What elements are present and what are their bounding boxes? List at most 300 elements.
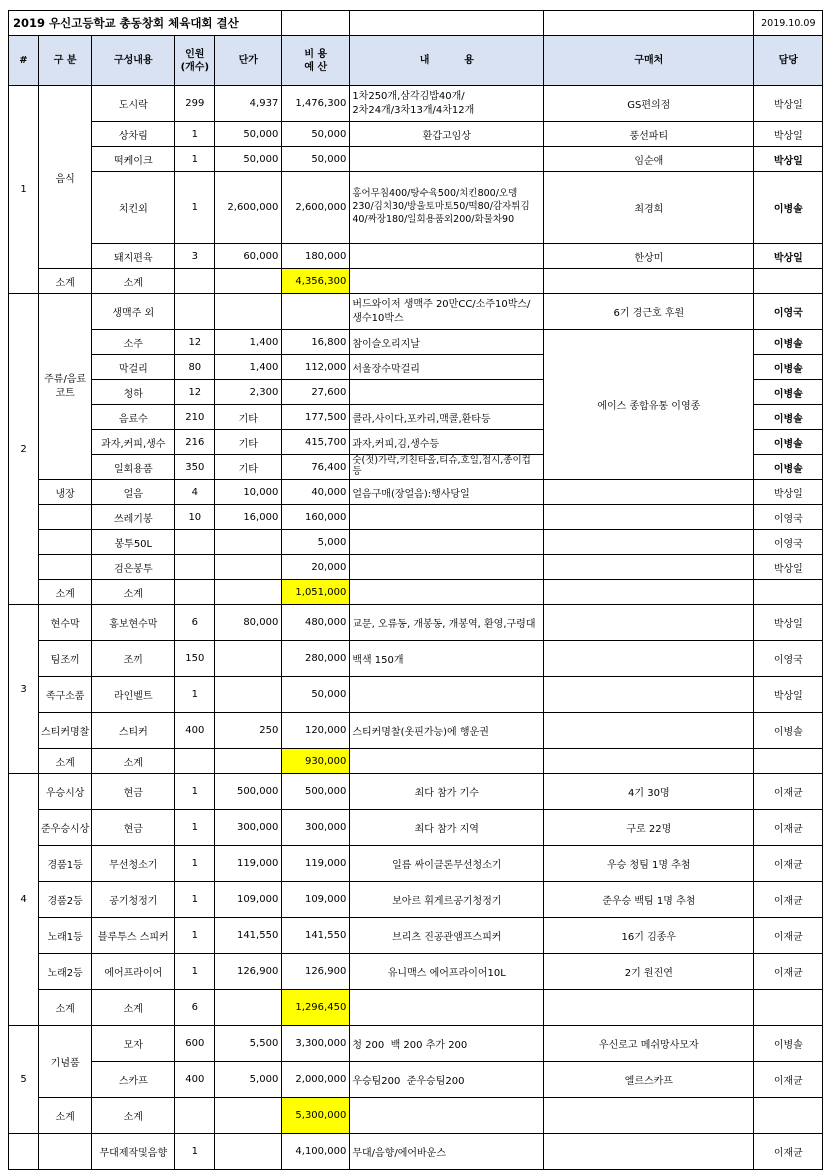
qty-cell: 150 <box>175 641 215 677</box>
owner-cell <box>754 749 823 774</box>
item-cell: 블루투스 스피커 <box>92 918 175 954</box>
price-cell: 기타 <box>215 430 282 455</box>
cost-cell: 109,000 <box>282 882 350 918</box>
description-cell <box>350 1098 544 1134</box>
item-cell: 무대제작및음향 <box>92 1134 175 1170</box>
section-number: 4 <box>9 774 39 1026</box>
price-cell: 80,000 <box>215 605 282 641</box>
category-cell: 노래1등 <box>39 918 92 954</box>
cost-cell: 50,000 <box>282 147 350 172</box>
item-cell: 생맥주 외 <box>92 294 175 330</box>
description-cell: 과자,커피,김,생수등 <box>350 430 544 455</box>
qty-cell: 10 <box>175 505 215 530</box>
subtotal-cost: 4,356,300 <box>282 269 350 294</box>
price-cell <box>215 555 282 580</box>
table-row <box>9 774 823 810</box>
category-cell <box>39 1134 92 1170</box>
subtotal-qty: 6 <box>175 990 215 1026</box>
price-cell: 2,600,000 <box>215 172 282 244</box>
description-cell: 환갑고임상 <box>350 122 544 147</box>
price-cell: 2,300 <box>215 380 282 405</box>
cost-cell: 415,700 <box>282 430 350 455</box>
description-cell: 보아르 휘게르공기청정기 <box>350 882 544 918</box>
cost-cell: 500,000 <box>282 774 350 810</box>
item-cell: 돼지편육 <box>92 244 175 269</box>
description-cell: 최다 참가 기수 <box>350 774 544 810</box>
category-cell: 음식 <box>39 86 92 269</box>
subtotal-label: 소계 <box>92 749 175 774</box>
vendor-cell <box>544 505 754 530</box>
price-cell <box>215 294 282 330</box>
owner-cell <box>754 269 823 294</box>
item-cell: 조끼 <box>92 641 175 677</box>
owner-cell <box>754 1098 823 1134</box>
qty-cell: 1 <box>175 677 215 713</box>
description-cell: 참이슬오리지날 <box>350 330 544 355</box>
category-cell: 우승시상 <box>39 774 92 810</box>
vendor-cell <box>544 641 754 677</box>
subtotal-label: 소계 <box>92 269 175 294</box>
cost-cell: 50,000 <box>282 677 350 713</box>
header-description: 내 용 <box>350 36 544 86</box>
table-row <box>9 1062 823 1098</box>
vendor-cell <box>544 480 754 505</box>
item-cell: 모자 <box>92 1026 175 1062</box>
qty-cell: 1 <box>175 846 215 882</box>
subtotal-cost: 1,296,450 <box>282 990 350 1026</box>
header-owner: 담당 <box>754 36 823 86</box>
vendor-cell: 우신로고 메쉬망사모자 <box>544 1026 754 1062</box>
header-category: 구 분 <box>39 36 92 86</box>
subtotal-cost: 1,051,000 <box>282 580 350 605</box>
description-cell: 서울장수막걸리 <box>350 355 544 380</box>
description-cell: 콜라,사이다,포카리,맥콜,환타등 <box>350 405 544 430</box>
item-cell: 무선청소기 <box>92 846 175 882</box>
item-cell: 음료수 <box>92 405 175 430</box>
description-cell <box>350 269 544 294</box>
price-cell <box>215 749 282 774</box>
cost-cell: 5,000 <box>282 530 350 555</box>
price-cell: 5,500 <box>215 1026 282 1062</box>
cost-cell: 119,000 <box>282 846 350 882</box>
qty-cell: 600 <box>175 1026 215 1062</box>
section-number: 2 <box>9 294 39 605</box>
description-cell: 홍어무침400/탕수육500/치킨800/오뎅 230/김치30/방울토마토50/떡80/감자튀김 40/짜장180/일회용품외200/화물차90 <box>350 172 544 244</box>
header-cost: 비 용 예 산 <box>282 36 350 86</box>
cost-cell: 126,900 <box>282 954 350 990</box>
report-date: 2019.10.09 <box>754 11 823 36</box>
vendor-cell: 4기 30명 <box>544 774 754 810</box>
cost-cell: 4,100,000 <box>282 1134 350 1170</box>
subtotal-label: 소계 <box>39 990 92 1026</box>
table-row <box>9 605 823 641</box>
category-cell <box>39 505 92 530</box>
owner-cell: 이재균 <box>754 1062 823 1098</box>
description-cell: 교문, 오류동, 개봉동, 개봉역, 환영,구령대 <box>350 605 544 641</box>
subtotal-row <box>9 990 823 1026</box>
vendor-cell <box>544 1098 754 1134</box>
header-vendor: 구매처 <box>544 36 754 86</box>
cost-cell: 112,000 <box>282 355 350 380</box>
description-cell: 스티커명찰(옷핀가능)에 행운권 <box>350 713 544 749</box>
header-item: 구성내용 <box>92 36 175 86</box>
owner-cell: 이재균 <box>754 810 823 846</box>
cost-cell: 20,000 <box>282 555 350 580</box>
qty-cell <box>175 294 215 330</box>
item-cell: 막걸리 <box>92 355 175 380</box>
table-row <box>9 954 823 990</box>
owner-cell: 이영국 <box>754 505 823 530</box>
item-cell: 스카프 <box>92 1062 175 1098</box>
subtotal-cost: 930,000 <box>282 749 350 774</box>
cost-cell: 300,000 <box>282 810 350 846</box>
owner-cell: 이영국 <box>754 530 823 555</box>
price-cell: 기타 <box>215 455 282 480</box>
vendor-cell: 준우승 백팀 1명 추첨 <box>544 882 754 918</box>
description-cell <box>350 580 544 605</box>
header-row <box>9 36 823 86</box>
item-cell: 현금 <box>92 810 175 846</box>
subtotal-row <box>9 1098 823 1134</box>
qty-cell: 350 <box>175 455 215 480</box>
cost-cell: 160,000 <box>282 505 350 530</box>
description-cell <box>350 990 544 1026</box>
qty-cell: 1 <box>175 1134 215 1170</box>
item-cell: 스티커 <box>92 713 175 749</box>
cost-cell: 2,000,000 <box>282 1062 350 1098</box>
owner-cell: 박상일 <box>754 677 823 713</box>
description-cell <box>350 147 544 172</box>
description-cell: 청 200 백 200 추가 200 <box>350 1026 544 1062</box>
category-cell: 팀조끼 <box>39 641 92 677</box>
category-cell: 냉장 <box>39 480 92 505</box>
cost-cell <box>282 294 350 330</box>
cost-cell: 50,000 <box>282 122 350 147</box>
table-row <box>9 244 823 269</box>
qty-cell: 1 <box>175 918 215 954</box>
cost-cell: 120,000 <box>282 713 350 749</box>
vendor-cell <box>544 749 754 774</box>
vendor-cell <box>544 580 754 605</box>
table-row <box>9 480 823 505</box>
owner-cell: 이병솔 <box>754 430 823 455</box>
category-cell <box>39 555 92 580</box>
qty-cell: 4 <box>175 480 215 505</box>
category-cell: 노래2등 <box>39 954 92 990</box>
qty-cell: 210 <box>175 405 215 430</box>
qty-cell: 6 <box>175 605 215 641</box>
item-cell: 청하 <box>92 380 175 405</box>
qty-cell: 1 <box>175 774 215 810</box>
price-cell: 119,000 <box>215 846 282 882</box>
item-cell: 소주 <box>92 330 175 355</box>
header-no: # <box>9 36 39 86</box>
vendor-cell: GS편의점 <box>544 86 754 122</box>
title-row <box>9 11 823 36</box>
description-cell: 브리츠 진공관앰프스피커 <box>350 918 544 954</box>
item-cell: 과자,커피,생수 <box>92 430 175 455</box>
vendor-cell: 풍선파티 <box>544 122 754 147</box>
owner-cell: 이병솔 <box>754 330 823 355</box>
qty-cell: 1 <box>175 810 215 846</box>
vendor-cell: 6기 경근호 후원 <box>544 294 754 330</box>
cost-cell: 280,000 <box>282 641 350 677</box>
owner-cell <box>754 580 823 605</box>
item-cell: 현금 <box>92 774 175 810</box>
owner-cell: 이병솔 <box>754 172 823 244</box>
owner-cell: 이재균 <box>754 774 823 810</box>
subtotal-label: 소계 <box>39 749 92 774</box>
vendor-cell <box>544 605 754 641</box>
price-cell: 126,900 <box>215 954 282 990</box>
price-cell: 10,000 <box>215 480 282 505</box>
vendor-cell <box>544 530 754 555</box>
table-row <box>9 846 823 882</box>
owner-cell: 이재균 <box>754 846 823 882</box>
qty-cell: 299 <box>175 86 215 122</box>
title-blank-cell <box>350 11 544 36</box>
item-cell: 얼음 <box>92 480 175 505</box>
table-row <box>9 86 823 122</box>
owner-cell <box>754 990 823 1026</box>
price-cell <box>215 580 282 605</box>
table-row <box>9 172 823 244</box>
category-cell: 주류/음료 코트 <box>39 294 92 480</box>
qty-cell: 1 <box>175 954 215 990</box>
table-row <box>9 530 823 555</box>
vendor-cell: 16기 김종우 <box>544 918 754 954</box>
description-cell: 숫(젓)가락,키친타올,티슈,호일,접시,종이컵 등 <box>350 455 544 480</box>
title-blank-cell <box>544 11 754 36</box>
cost-cell: 480,000 <box>282 605 350 641</box>
owner-cell: 박상일 <box>754 480 823 505</box>
table-row <box>9 882 823 918</box>
table-row <box>9 294 823 330</box>
table-row <box>9 1026 823 1062</box>
cost-cell: 3,300,000 <box>282 1026 350 1062</box>
category-cell: 준우승시상 <box>39 810 92 846</box>
price-cell: 250 <box>215 713 282 749</box>
owner-cell: 박상일 <box>754 244 823 269</box>
owner-cell: 이영국 <box>754 294 823 330</box>
vendor-cell: 에이스 종합유통 이영종 <box>544 330 754 480</box>
category-cell: 경품2등 <box>39 882 92 918</box>
owner-cell: 이재균 <box>754 882 823 918</box>
description-cell: 일름 싸이클론무선청소기 <box>350 846 544 882</box>
item-cell: 홍보현수막 <box>92 605 175 641</box>
owner-cell: 박상일 <box>754 86 823 122</box>
description-cell: 최다 참가 지역 <box>350 810 544 846</box>
table-row <box>9 147 823 172</box>
category-cell: 족구소품 <box>39 677 92 713</box>
price-cell: 300,000 <box>215 810 282 846</box>
description-cell <box>350 380 544 405</box>
price-cell <box>215 641 282 677</box>
category-cell: 현수막 <box>39 605 92 641</box>
price-cell: 5,000 <box>215 1062 282 1098</box>
item-cell: 봉투50L <box>92 530 175 555</box>
subtotal-label: 소계 <box>92 1098 175 1134</box>
cost-cell: 76,400 <box>282 455 350 480</box>
vendor-cell: 구로 22명 <box>544 810 754 846</box>
description-cell <box>350 749 544 774</box>
owner-cell: 이재균 <box>754 1134 823 1170</box>
item-cell: 상차림 <box>92 122 175 147</box>
cost-cell: 1,476,300 <box>282 86 350 122</box>
price-cell <box>215 1134 282 1170</box>
vendor-cell: 우승 청팀 1명 추첨 <box>544 846 754 882</box>
subtotal-label: 소계 <box>92 580 175 605</box>
subtotal-row <box>9 749 823 774</box>
owner-cell: 이병솔 <box>754 455 823 480</box>
qty-cell: 12 <box>175 330 215 355</box>
description-cell: 유니맥스 에어프라이어10L <box>350 954 544 990</box>
price-cell <box>215 530 282 555</box>
owner-cell: 이병솔 <box>754 1026 823 1062</box>
description-cell <box>350 677 544 713</box>
description-cell: 얼음구매(장얼음):행사당일 <box>350 480 544 505</box>
item-cell: 에어프라이어 <box>92 954 175 990</box>
price-cell <box>215 990 282 1026</box>
table-row <box>9 555 823 580</box>
qty-cell <box>175 269 215 294</box>
section-number: 1 <box>9 86 39 294</box>
price-cell: 16,000 <box>215 505 282 530</box>
vendor-cell <box>544 990 754 1026</box>
vendor-cell: 한상미 <box>544 244 754 269</box>
owner-cell: 이병솔 <box>754 355 823 380</box>
qty-cell: 400 <box>175 1062 215 1098</box>
price-cell: 기타 <box>215 405 282 430</box>
description-cell: 버드와이저 생맥주 20만CC/소주10박스/ 생수10박스 <box>350 294 544 330</box>
item-cell: 검은봉투 <box>92 555 175 580</box>
table-row <box>9 330 823 355</box>
price-cell: 60,000 <box>215 244 282 269</box>
price-cell <box>215 677 282 713</box>
price-cell: 4,937 <box>215 86 282 122</box>
description-cell <box>350 555 544 580</box>
subtotal-label: 소계 <box>39 1098 92 1134</box>
description-cell <box>350 505 544 530</box>
price-cell: 50,000 <box>215 122 282 147</box>
vendor-cell <box>544 713 754 749</box>
table-row <box>9 810 823 846</box>
qty-cell <box>175 749 215 774</box>
section-number: 3 <box>9 605 39 774</box>
header-qty: 인원 (개수) <box>175 36 215 86</box>
cost-cell: 180,000 <box>282 244 350 269</box>
cost-cell: 16,800 <box>282 330 350 355</box>
owner-cell: 박상일 <box>754 605 823 641</box>
owner-cell: 이병솔 <box>754 713 823 749</box>
owner-cell: 이병솔 <box>754 380 823 405</box>
section-number: 5 <box>9 1026 39 1134</box>
subtotal-label: 소계 <box>39 269 92 294</box>
owner-cell: 박상일 <box>754 555 823 580</box>
price-cell <box>215 1098 282 1134</box>
qty-cell <box>175 530 215 555</box>
header-price: 단가 <box>215 36 282 86</box>
cost-cell: 40,000 <box>282 480 350 505</box>
owner-cell: 이재균 <box>754 918 823 954</box>
qty-cell: 1 <box>175 172 215 244</box>
sheet-title: 2019 우신고등학교 총동창회 체육대회 결산 <box>9 11 282 36</box>
cost-cell: 177,500 <box>282 405 350 430</box>
table-row <box>9 505 823 530</box>
owner-cell: 이영국 <box>754 641 823 677</box>
qty-cell: 400 <box>175 713 215 749</box>
description-cell: 백색 150개 <box>350 641 544 677</box>
cost-cell: 141,550 <box>282 918 350 954</box>
qty-cell: 3 <box>175 244 215 269</box>
settlement-table <box>8 10 823 1170</box>
qty-cell: 80 <box>175 355 215 380</box>
qty-cell: 216 <box>175 430 215 455</box>
owner-cell: 이병솔 <box>754 405 823 430</box>
qty-cell <box>175 555 215 580</box>
qty-cell: 1 <box>175 147 215 172</box>
vendor-cell: 엘르스카프 <box>544 1062 754 1098</box>
vendor-cell <box>544 269 754 294</box>
subtotal-cost: 5,300,000 <box>282 1098 350 1134</box>
vendor-cell: 임순애 <box>544 147 754 172</box>
subtotal-label: 소계 <box>92 990 175 1026</box>
subtotal-row <box>9 269 823 294</box>
item-cell: 도시락 <box>92 86 175 122</box>
qty-cell: 1 <box>175 122 215 147</box>
category-cell: 기념품 <box>39 1026 92 1098</box>
price-cell: 500,000 <box>215 774 282 810</box>
description-cell: 우승팀200 준우승팀200 <box>350 1062 544 1098</box>
price-cell: 1,400 <box>215 330 282 355</box>
qty-cell: 12 <box>175 380 215 405</box>
item-cell: 쓰레기봉 <box>92 505 175 530</box>
table-row <box>9 1134 823 1170</box>
subtotal-row <box>9 580 823 605</box>
title-blank-cell <box>282 11 350 36</box>
qty-cell: 1 <box>175 882 215 918</box>
category-cell: 스티커명찰 <box>39 713 92 749</box>
item-cell: 공기청정기 <box>92 882 175 918</box>
qty-cell <box>175 1098 215 1134</box>
item-cell: 라인벨트 <box>92 677 175 713</box>
table-row <box>9 918 823 954</box>
qty-cell <box>175 580 215 605</box>
vendor-cell: 최경희 <box>544 172 754 244</box>
cost-cell: 2,600,000 <box>282 172 350 244</box>
price-cell: 109,000 <box>215 882 282 918</box>
table-row <box>9 122 823 147</box>
owner-cell: 박상일 <box>754 147 823 172</box>
price-cell <box>215 269 282 294</box>
category-cell: 경품1등 <box>39 846 92 882</box>
description-cell: 1차250개,삼각김밥40개/ 2차24개/3차13개/4차12개 <box>350 86 544 122</box>
item-cell: 떡케이크 <box>92 147 175 172</box>
item-cell: 일회용품 <box>92 455 175 480</box>
owner-cell: 이재균 <box>754 954 823 990</box>
table-row <box>9 713 823 749</box>
vendor-cell: 2기 원진연 <box>544 954 754 990</box>
description-cell <box>350 244 544 269</box>
cost-cell: 27,600 <box>282 380 350 405</box>
description-cell <box>350 530 544 555</box>
item-cell: 치킨외 <box>92 172 175 244</box>
table-row <box>9 677 823 713</box>
vendor-cell <box>544 1134 754 1170</box>
price-cell: 50,000 <box>215 147 282 172</box>
description-cell: 무대/음향/에어바운스 <box>350 1134 544 1170</box>
price-cell: 1,400 <box>215 355 282 380</box>
